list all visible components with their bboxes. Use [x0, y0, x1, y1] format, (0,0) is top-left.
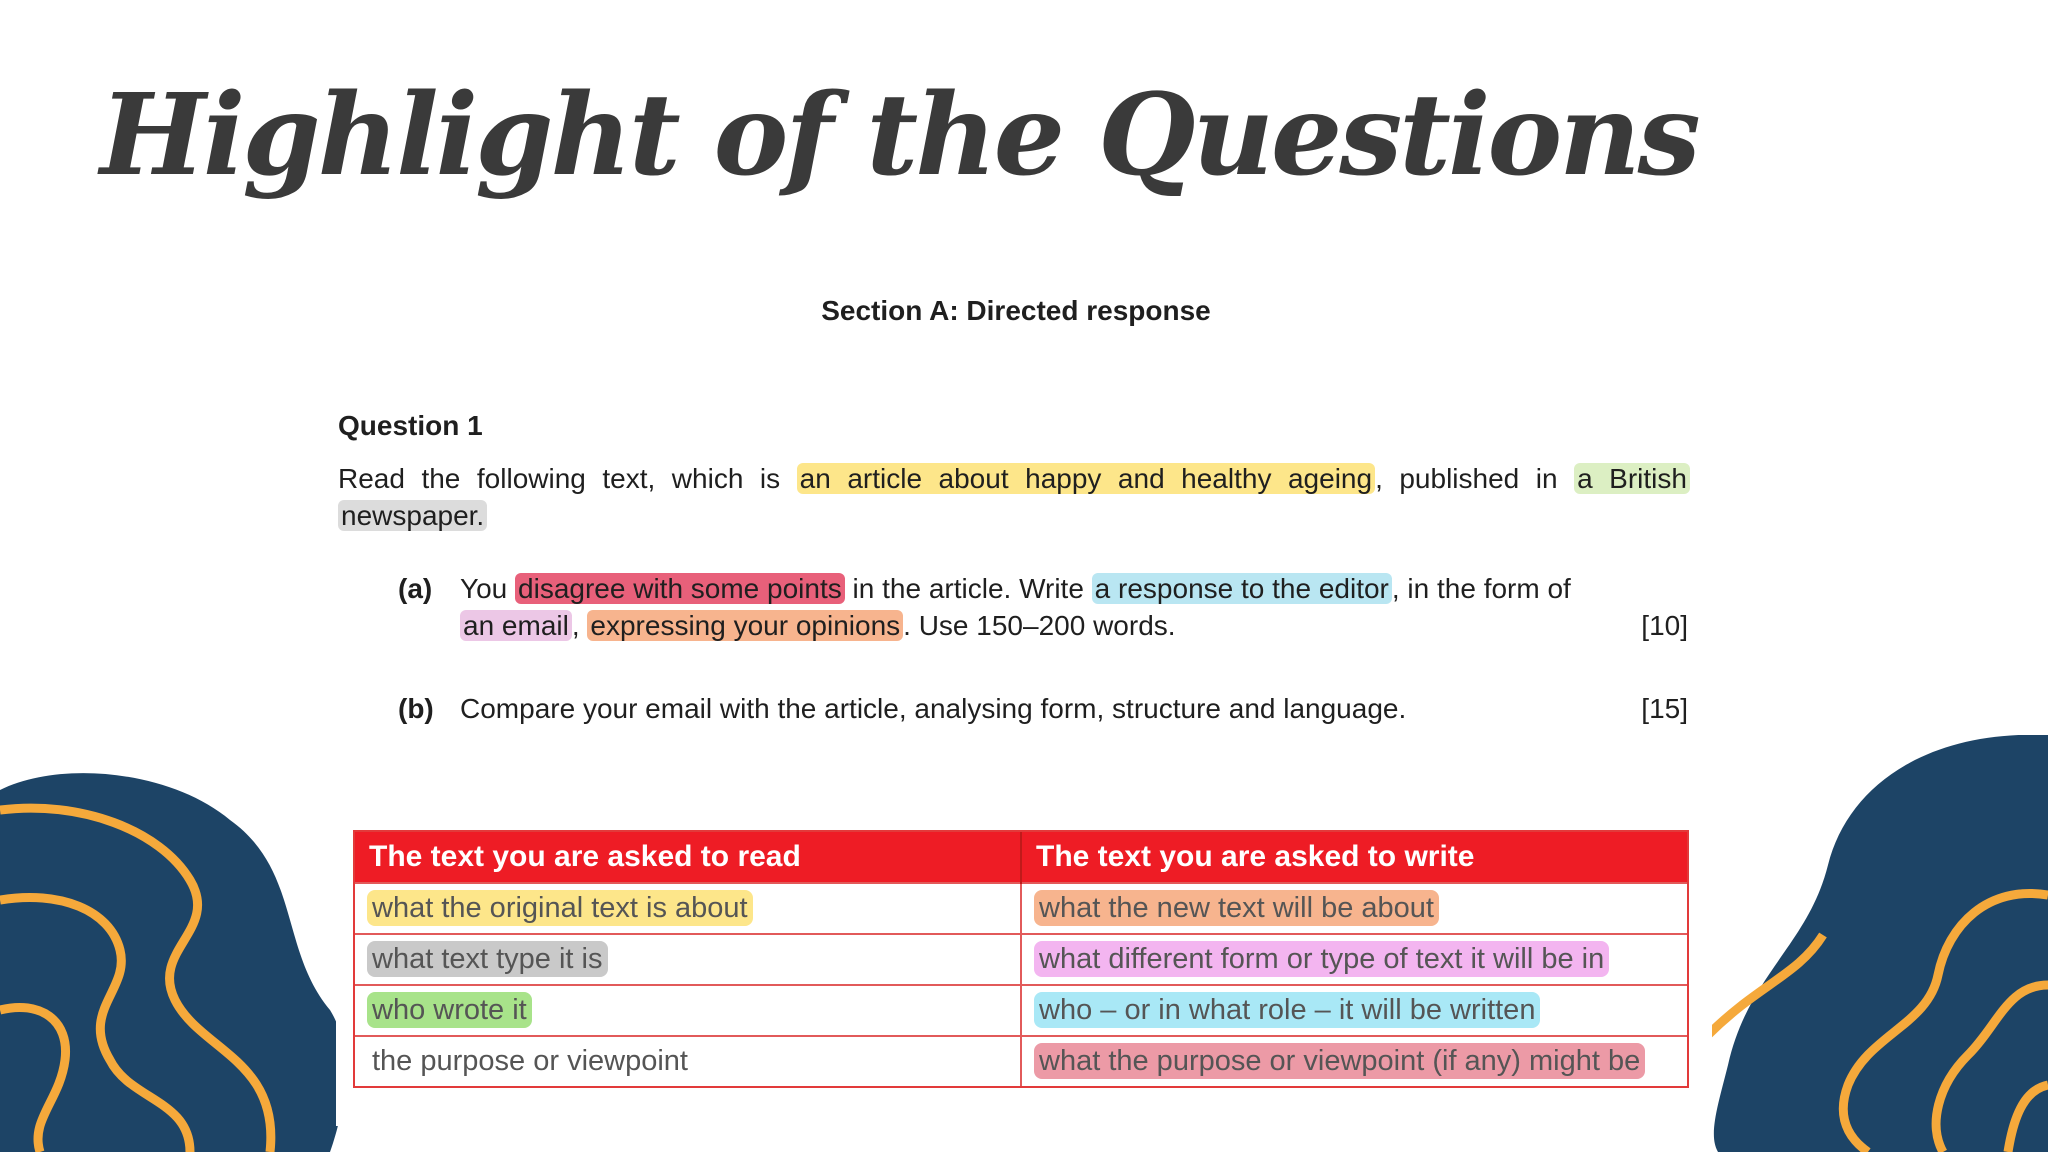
highlighted-phrase: a British — [1574, 463, 1690, 494]
highlighted-phrase: newspaper. — [338, 500, 487, 531]
table-row — [355, 985, 1687, 1036]
table-header-read: The text you are asked to read — [355, 832, 1021, 883]
text-segment: , — [571, 610, 588, 641]
table-row — [355, 934, 1687, 985]
cell-text: the purpose or viewpoint — [372, 1045, 688, 1077]
part-letter: (b) — [398, 693, 434, 724]
text-segment: Read the following text, which is — [338, 463, 797, 494]
highlighted-cell-text: what the new text will be about — [1034, 890, 1439, 926]
highlighted-cell-text: who wrote it — [367, 992, 532, 1028]
highlighted-cell-text: what the original text is about — [367, 890, 753, 926]
table-cell — [355, 1036, 1021, 1086]
question-heading: Question 1 — [338, 410, 483, 441]
text-segment: in the article. Write — [844, 573, 1092, 604]
text-segment: . Use 150–200 words. — [903, 610, 1176, 641]
highlighted-cell-text: what text type it is — [367, 941, 608, 977]
part-text — [460, 690, 1688, 727]
text-segment: , in the form of — [1391, 573, 1571, 604]
table-cell — [355, 985, 1021, 1036]
table-header-write: The text you are asked to write — [1021, 832, 1687, 883]
section-heading: Section A: Directed response — [821, 295, 1211, 326]
marks-label: [10] — [1641, 610, 1688, 641]
highlighted-phrase: an article about happy and healthy ageing — [797, 463, 1375, 494]
decorative-wave-left — [0, 760, 360, 1152]
highlighted-phrase: an email — [460, 610, 572, 641]
highlighted-phrase: a response to the editor — [1092, 573, 1392, 604]
question-part-b — [398, 690, 1688, 727]
table-cell — [1021, 883, 1687, 934]
highlighted-phrase: expressing your opinions — [587, 610, 903, 641]
table-cell — [1021, 934, 1687, 985]
question-intro — [338, 460, 1690, 534]
decorative-wave-right — [1708, 735, 2048, 1152]
marks-label: [15] — [1641, 693, 1688, 724]
table-cell — [355, 934, 1021, 985]
part-text — [460, 570, 1688, 644]
table-body — [355, 883, 1687, 1086]
comparison-table — [353, 830, 1689, 1088]
highlighted-phrase: disagree with some points — [515, 573, 845, 604]
text-segment: , published in — [1375, 463, 1575, 494]
question-part-a — [398, 570, 1688, 644]
table-row — [355, 883, 1687, 934]
highlighted-cell-text: who – or in what role – it will be written — [1034, 992, 1540, 1028]
table-header-row — [355, 832, 1687, 883]
exam-document — [336, 270, 1712, 1126]
table-cell — [1021, 1036, 1687, 1086]
text-segment: You — [460, 573, 516, 604]
highlighted-cell-text: what the purpose or viewpoint (if any) might be — [1034, 1043, 1645, 1079]
part-letter: (a) — [398, 573, 433, 604]
highlighted-cell-text: what different form or type of text it will be in — [1034, 941, 1609, 977]
table-cell — [355, 883, 1021, 934]
text-segment: Compare your email with the article, analysing form, structure and language. — [460, 693, 1407, 724]
slide-title: Highlight of the Questions — [100, 70, 1698, 201]
table-row — [355, 1036, 1687, 1086]
table-cell — [1021, 985, 1687, 1036]
